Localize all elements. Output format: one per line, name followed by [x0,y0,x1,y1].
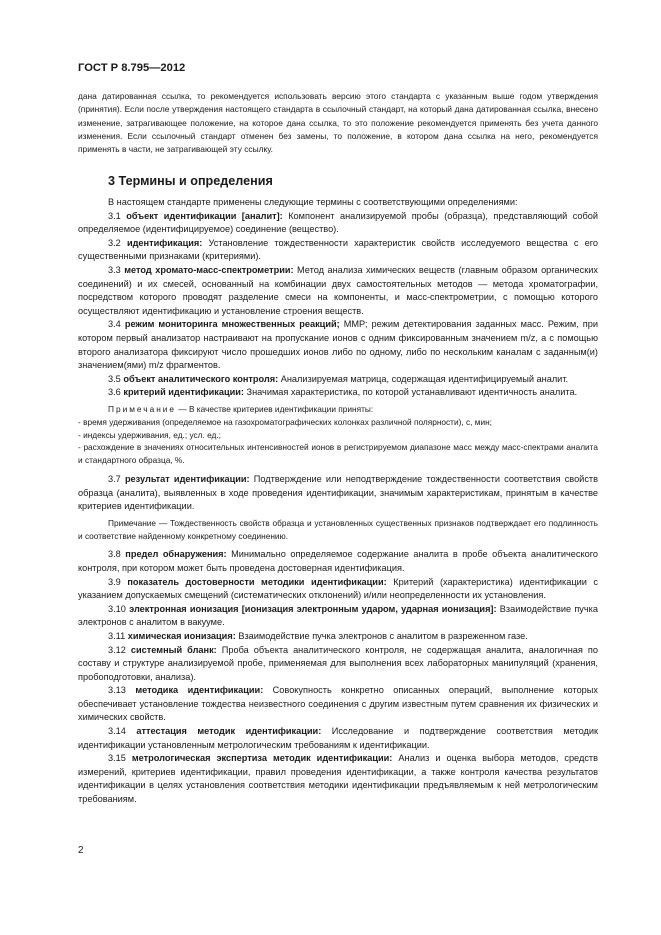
term-3-8: 3.8 предел обнаружения: Минимально определяемое содержание аналита в пробе объекта аналитического контроля, при котором может быть проведена достоверная идентификация. [78,549,598,573]
note-criteria-item: - время удерживания (определяемое на газохроматографических колонках различной полярности), с, мин; [78,416,492,427]
term-3-6: 3.6 критерий идентификации: Значимая характеристика, по которой устанавливают идентичность аналита. [108,387,578,398]
intro-paragraph: дана датированная ссылка, то рекомендуется использовать версию этого стандарта с указанным выше годом утверждения (принятия). Если после утверждения настоящего стандарта в ссылочный стандарт, на который дана датированная ссылка, внесено изменение, затрагивающее положение, на которое дана ссылка, то это положение рекомендуется применять без учета данного изменения. Если ссылочный стандарт отменен без замены, то положение, в котором дана ссылка на него, рекомендуется применять в части, не затрагивающей эту ссылку. [78,91,598,155]
term-3-5: 3.5 объект аналитического контроля: Анализируемая матрица, содержащая идентифицируемый аналит. [108,373,569,384]
term-3-11: 3.11 химическая ионизация: Взаимодействие пучка электронов с аналитом в разреженном газе. [108,630,528,641]
note-identity-text: Примечание — Тождественность свойств образца и установленных существенных признаков подтверждает его подлинность и соответствие найденному конкретному соединению. [78,517,598,541]
term-3-13: 3.13 методика идентификации: Совокупность конкретно описанных операций, выполнение которых обеспечивает установление тождества неизвестного соединения с другим известным путем сравнения их физических и химических свойств. [78,685,598,723]
term-3-15: 3.15 метрологическая экспертиза методик идентификации: Анализ и оценка выбора методов, средств измерений, критериев идентификации, правил проведения идентификации, а также контроля качества результатов идентификации в целях установления соответствия методики идентификации предъявляемым к ней метрологическим требованиям. [78,753,599,805]
term-3-7: 3.7 результат идентификации: Подтверждение или неподтверждение тождественности соответствия свойств образца (аналита), выявленных в ходе проведения идентификации, значимым характеристикам, принятым в качестве критериев идентификации. [78,473,598,512]
term-3-4: 3.4 режим мониторинга множественных реакций; ММР; режим детектирования заданных масс. Режим, при котором первый анализатор настраивают на пропускание ионов с одним фиксированным значением m/z, а с помощью второго анализатора фиксируют число прошедших ионов либо по одному, либо по нескольким каналам с заданным(и) значением(ями) m/z фрагментов. [78,319,598,371]
page-body [78,90,598,807]
note-criteria-item: - расхождение в значениях относительных интенсивностей ионов в регистрируемом диапазоне масс между масс-спектрами аналита и стандартного образца, %. [78,442,598,466]
note-criteria-item: - индексы удерживания, ед.; усл. ед.; [78,429,221,440]
term-3-9: 3.9 показатель достоверности методики идентификации: Критерий (характеристика) идентификации с указанием допускаемых смещений (систематических отклонений) и/или неопределенности их установления. [78,576,599,601]
note-label: Примечание [108,517,157,528]
page-header-standard: ГОСТ Р 8.795—2012 [78,62,186,74]
section-lead: В настоящем стандарте применены следующие термины с соответствующими определениями: [108,197,518,208]
note-identity [78,517,598,543]
section-title: 3 Термины и определения [108,174,273,189]
note-criteria-heading: Примечание — В качестве критериев идентификации приняты: [108,403,374,414]
term-3-3: 3.3 метод хромато-масс-спектрометрии: Метод анализа химических веществ (главным образом органических соединений) и их смесей, основанный на комбинации двух самостоятельных методов — метода хроматографии, посредством которого проводят разделение смеси на компоненты, и масс-спектрометрии, с помощью которого осуществляют идентификацию и установление строения веществ. [78,265,598,316]
term-3-2: 3.2 идентификация: Установление тождественности характеристик свойств исследуемого вещества с его существенными признаками (критериями). [78,237,598,262]
term-3-14: 3.14 аттестация методик идентификации: Исследование и подтверждение соответствия методик идентификации установленным метрологическим требованиям к идентификации. [78,726,599,750]
note-label: Примечание [108,403,177,414]
page-number: 2 [78,845,84,856]
note-criteria [78,403,598,467]
term-3-10: 3.10 электронная ионизация [ионизация электронным ударом, ударная ионизация]: Взаимодействие пучка электронов с аналитом в вакууме. [78,603,599,628]
term-3-12: 3.12 системный бланк: Проба объекта аналитического контроля, не содержащая аналита, аналогичная по составу и структуре анализируемой пробе, применяемая для выполнения всех лабораторных манипуляций (хранения, пробоподготовки, анализа). [78,644,598,682]
term-3-1: 3.1 объект идентификации [аналит]: Компонент анализируемой пробы (образца), представляющий собой определяемое (идентифицируемое) соединение (вещество). [78,210,599,235]
